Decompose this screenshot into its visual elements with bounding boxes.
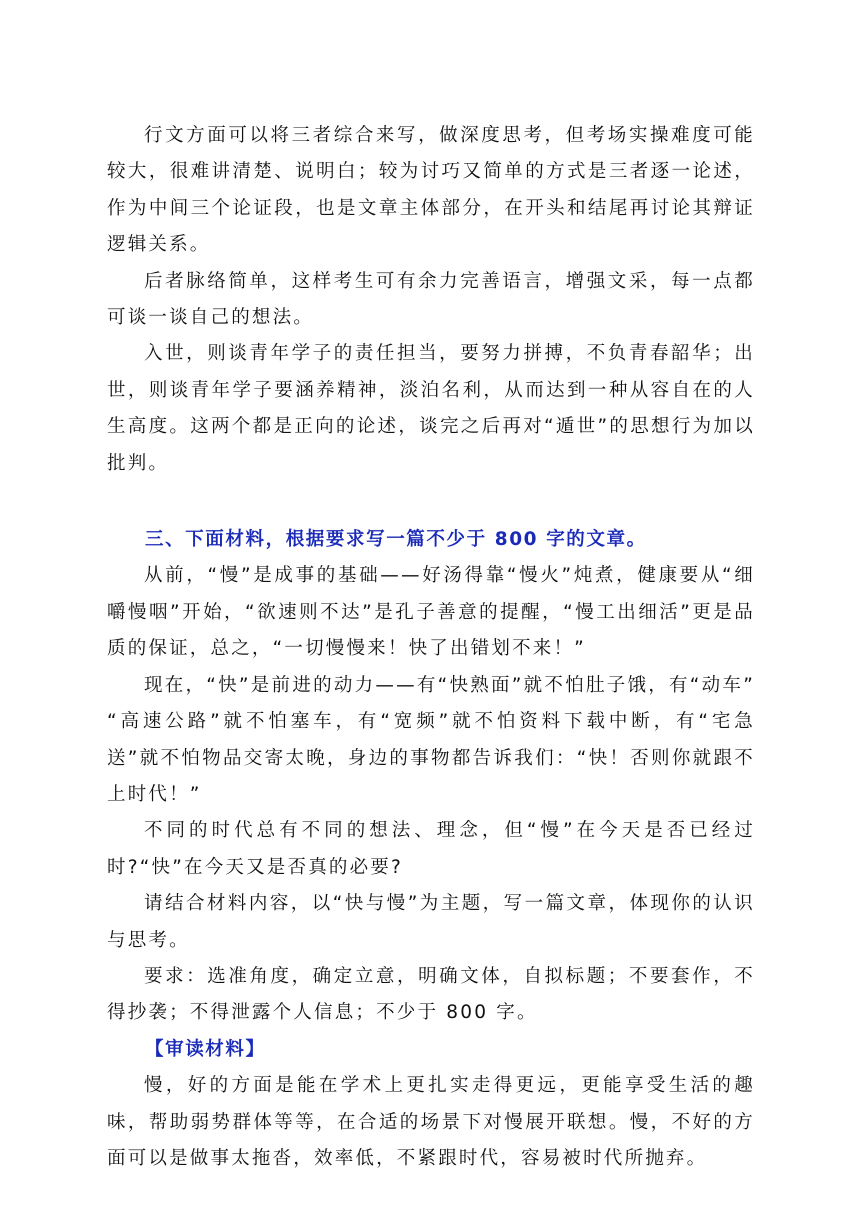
body-paragraph: 入世，则谈青年学子的责任担当，要努力拼搏，不负青春韶华；出世，则谈青年学子要涵养精神，淡泊名利，从而达到一种从容自在的人生高度。这两个都是正向的论述，谈完之后再对“遁世”的思想行为加以批判。 bbox=[107, 343, 755, 474]
review-paragraph: 慢，好的方面是能在学术上更扎实走得更远，更能享受生活的趣味，帮助弱势群体等等，在合适的场景下对慢展开联想。慢，不好的方面可以是做事太拖沓，效率低，不紧跟时代，容易被时代所抛弃。 bbox=[107, 1075, 755, 1169]
material-paragraph: 不同的时代总有不同的想法、理念，但“慢”在今天是否已经过时?“快”在今天又是否真的必要? bbox=[107, 820, 755, 878]
material-paragraph: 现在，“快”是前进的动力——有“快熟面”就不怕肚子饿，有“动车” “高速公路”就不怕塞车，有“宽频”就不怕资料下载中断，有“宅急送”就不怕物品交寄太晚，身边的事物都告诉我们：“快！否则你就跟不上时代！” bbox=[107, 674, 755, 805]
material-paragraph: 要求：选准角度，确定立意，明确文体，自拟标题；不要套作，不得抄袭；不得泄露个人信息；不少于 800 字。 bbox=[107, 965, 755, 1024]
document-page bbox=[107, 118, 755, 1177]
review-heading: 【审读材料】 bbox=[145, 1038, 266, 1060]
body-paragraph: 行文方面可以将三者综合来写，做深度思考，但考场实操难度可能较大，很难讲清楚、说明白；较为讨巧又简单的方式是三者逐一论述，作为中间三个论证段，也是文章主体部分，在开头和结尾再讨论其辩证逻辑关系。 bbox=[107, 125, 755, 256]
material-paragraph: 从前，“慢”是成事的基础——好汤得靠“慢火”炖煮，健康要从“细嚼慢咽”开始，“欲速则不达”是孔子善意的提醒，“慢工出细活”更是品质的保证，总之，“一切慢慢来！快了出错划不来！” bbox=[107, 565, 755, 660]
body-paragraph: 后者脉络简单，这样考生可有余力完善语言，增强文采，每一点都可谈一谈自己的想法。 bbox=[107, 270, 755, 329]
material-paragraph: 请结合材料内容，以“快与慢”为主题，写一篇文章，体现你的认识与思考。 bbox=[107, 893, 755, 951]
section-heading: 三、下面材料，根据要求写一篇不少于 800 字的文章。 bbox=[145, 529, 647, 551]
